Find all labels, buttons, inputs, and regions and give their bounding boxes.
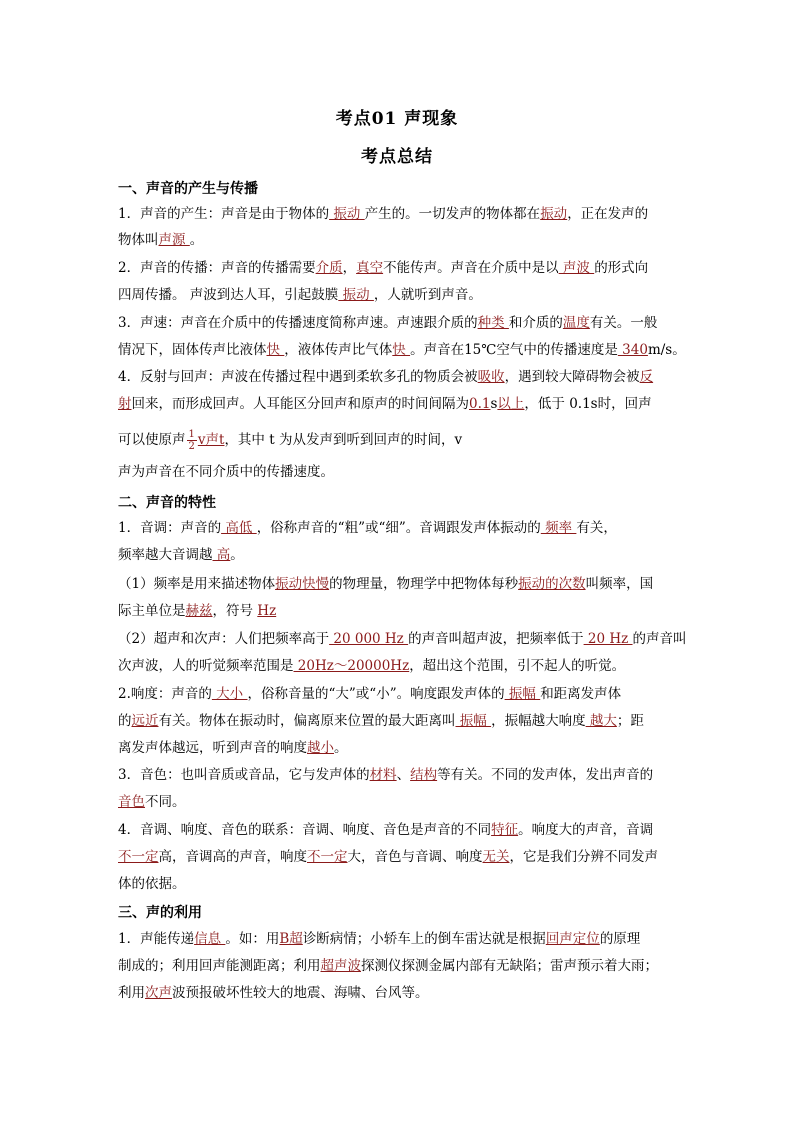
answer: Hz xyxy=(257,603,277,619)
answer: 信息 xyxy=(194,931,226,947)
answer: 不一定 xyxy=(118,849,159,865)
answer: 高 xyxy=(212,547,231,563)
s2-line: 2.响度：声音的 大小 ，俗称音量的“大”或“小”。响度跟发声体的 振幅 和距离发声体 xyxy=(118,686,622,702)
s2-line: 体的依据。 xyxy=(118,876,186,892)
answer: 越小 xyxy=(307,740,334,756)
answer: 反 xyxy=(639,369,654,385)
answer: 温度 xyxy=(562,315,590,331)
s1-line: 情况下，固体传声比液体快 ，液体传声比气体快 。声音在15℃空气中的传播速度是 340m/s。 xyxy=(118,342,686,358)
s2-line: 音色不同。 xyxy=(118,794,186,810)
answer: 振动 xyxy=(540,206,568,222)
answer: v声t xyxy=(197,432,225,448)
answer: 振动快慢 xyxy=(275,576,330,592)
s1-line: 声为声音在不同介质中的传播速度。 xyxy=(118,464,334,480)
answer: 声源 xyxy=(158,232,190,248)
page-subtitle: 考点总结 xyxy=(361,147,433,167)
section-heading-3: 三、声的利用 xyxy=(118,905,202,921)
answer: 20 Hz xyxy=(583,631,633,647)
s2-line: 3．音色：也叫音质或音品，它与发声体的材料、结构等有关。不同的发声体，发出声音的 xyxy=(118,767,654,783)
answer: 真空 xyxy=(356,260,384,276)
answer: 特征 xyxy=(491,822,519,838)
answer: 吸收 xyxy=(477,369,505,385)
section-heading-1: 一、声音的产生与传播 xyxy=(118,181,258,197)
answer: 振动 xyxy=(338,287,374,303)
answer: 高低 xyxy=(221,520,257,536)
section-heading-2: 二、声音的特性 xyxy=(118,495,216,511)
s2-line: （2）超声和次声：人们把频率高于 20 000 Hz 的声音叫超声波，把频率低于 20 Hz 的声音叫 xyxy=(118,631,687,647)
s1-line: 3．声速：声音在介质中的传播速度简称声速。声速跟介质的种类 和介质的温度有关。一般 xyxy=(118,315,658,331)
answer: 结构 xyxy=(410,767,438,783)
answer: 快 xyxy=(266,342,285,358)
s1-line: 4．反射与回声：声波在传播过程中遇到柔软多孔的物质会被吸收，遇到较大障碍物会被反 xyxy=(118,369,654,385)
answer: 20 000 Hz xyxy=(329,631,409,647)
answer: 不一定 xyxy=(307,849,348,865)
s3-line: 利用次声波预报破坏性较大的地震、海啸、台风等。 xyxy=(118,985,429,1001)
answer: B超 xyxy=(279,931,303,947)
s1-line: 四周传播。 声波到达人耳，引起鼓膜 振动 ，人就听到声音。 xyxy=(118,287,482,303)
answer: 振动的次数 xyxy=(518,576,586,592)
answer: 大小 xyxy=(211,686,248,702)
answer: 振幅 xyxy=(455,713,492,729)
s1-line: 2．声音的传播：声音的传播需要介质，真空不能传声。声音在介质中是以 声波 的形式向 xyxy=(118,260,649,276)
s2-line: 次声波，人的听觉频率范围是 20Hz～20000Hz，超出这个范围，引不起人的听觉。 xyxy=(118,658,626,674)
page-title: 考点01 声现象 xyxy=(335,109,459,129)
answer: 种类 xyxy=(477,315,509,331)
s1-line: 射回来，而形成回声。人耳能区分回声和原声的时间间隔为0.1s以上，低于 0.1s时，回声 xyxy=(118,396,652,412)
answer: 材料 xyxy=(369,767,397,783)
answer: 次声 xyxy=(145,985,172,1001)
answer: 声波 xyxy=(558,260,595,276)
answer: 射 xyxy=(118,396,132,412)
answer: 振幅 xyxy=(504,686,541,702)
s3-line: 1．声能传递信息 。如：用B超诊断病情；小轿车上的倒车雷达就是根据回声定位的原理 xyxy=(118,931,641,947)
s1-line: 可以使原声 $\frac{1}{2}$ v声t，其中 t 为从发声到听到回声的时间，v xyxy=(118,429,463,452)
s1-line: 1．声音的产生：声音是由于物体的 振动 产生的。一切发声的物体都在振动，正在发声的 xyxy=(118,206,649,222)
answer: 回声定位 xyxy=(545,931,600,947)
s2-line: 4．音调、响度、音色的联系：音调、响度、音色是声音的不同特征。响度大的声音，音调 xyxy=(118,822,654,838)
answer: 赫兹 xyxy=(185,603,213,619)
answer: 介质 xyxy=(315,260,343,276)
s2-line: 的远近有关。物体在振动时，偏离原来位置的最大距离叫 振幅 ，振幅越大响度 越大；距 xyxy=(118,713,644,729)
s2-line: 不一定高，音调高的声音，响度不一定大，音色与音调、响度无关，它是我们分辨不同发声 xyxy=(118,849,658,865)
s2-line: 际主单位是赫兹，符号 Hz xyxy=(118,603,277,619)
answer: 340 xyxy=(617,342,648,358)
s2-line: 1．音调：声音的 高低 ，俗称声音的“粗”或“细”。音调跟发声体振动的 频率 有关， xyxy=(118,520,617,536)
answer: 远近 xyxy=(131,713,159,729)
answer: 振动 xyxy=(329,206,365,222)
fraction-one-half: $\frac{1}{2}$ xyxy=(188,429,195,452)
s3-line: 制成的；利用回声能测距离；利用超声波探测仪探测金属内部有无缺陷；雷声预示着大雨； xyxy=(118,958,658,974)
answer: 以上 xyxy=(497,396,525,412)
answer: 超声波 xyxy=(320,958,361,974)
s1-line: 物体叫声源 。 xyxy=(118,232,204,248)
answer: 越大 xyxy=(585,713,617,729)
answer: 无关 xyxy=(482,849,510,865)
s2-line: 频率越大音调越 高。 xyxy=(118,547,244,563)
s2-line: 离发声体越远，听到声音的响度越小。 xyxy=(118,740,348,756)
answer: 0.1 xyxy=(469,396,491,412)
answer: 20Hz～20000Hz xyxy=(293,658,410,674)
answer: 音色 xyxy=(118,794,145,810)
s2-line: （1）频率是用来描述物体振动快慢的物理量，物理学中把物体每秒振动的次数叫频率，国 xyxy=(118,576,654,592)
answer: 快 xyxy=(392,342,411,358)
answer: 频率 xyxy=(540,520,577,536)
